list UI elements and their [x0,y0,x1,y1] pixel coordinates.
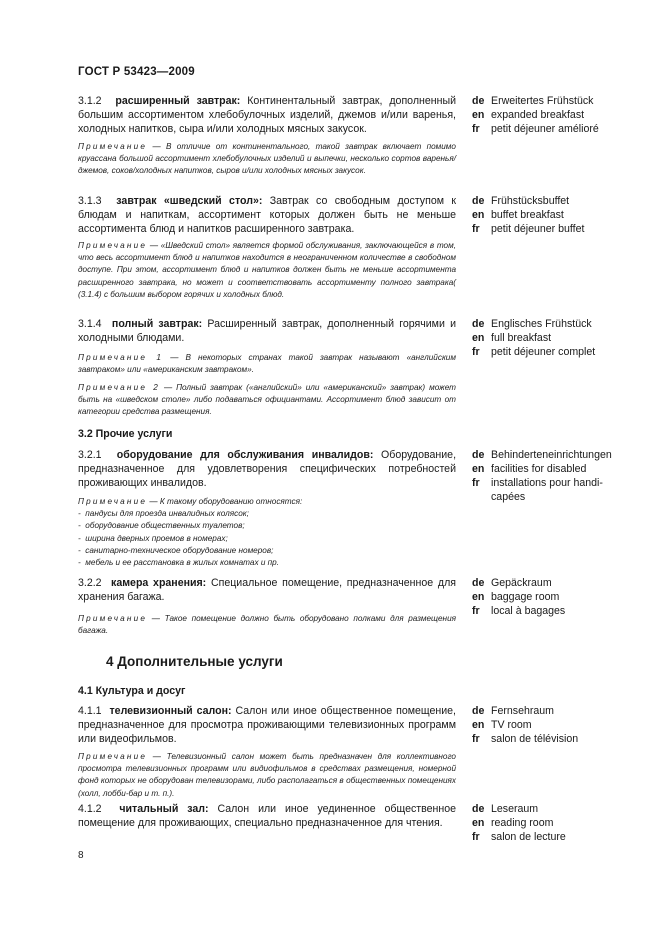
term-name: читальный зал: [119,803,209,815]
term-name: камера хранения: [111,577,207,589]
lang-code: fr [472,830,480,843]
note-label: Примечание [78,614,148,623]
term-note: Примечание — Такое помещение должно быть оборудовано полками для размещения багажа. [78,614,456,636]
equivalent-fr: salon de lecture [491,830,566,843]
lang-code: fr [472,345,480,358]
term-number: 3.1.2 [78,95,102,107]
equivalent-en: baggage room [491,590,560,603]
term-number: 3.2.2 [78,577,102,589]
term-name: оборудование для обслуживания инвалидов: [116,449,374,461]
term-note: Примечание — В отличие от континентального, такой завтрак включает помимо круассана большой ассортимент хлебобулочных изделий и выпечки, несколько сортов варенья/джемов, соков/холодных напитков, сыров и/или холодных мясных закусок. [78,142,456,176]
equivalent-de: Fernsehraum [491,705,554,717]
term-entry [78,803,456,831]
term-note: Примечание — Телевизионный салон может быть предназначен для коллективного просмотра телевизионных программ или видиофильмов в средствах размещения, номерной фонд которых не оборудован телевизорами, либо располагаться в общественных помещениях (холл, лобби-бар и т. п.). [78,752,456,798]
term-entry [78,449,456,491]
note-label: Примечание [78,752,148,761]
term-note: Примечание — К такому оборудованию относятся: - пандусы для проезда инвалидных колясок; - оборудование общественных туалетов; - ширина дверных проемов в номерах; - санитарно-техническое оборудование номеров; - мебель и ее расстановка в жилых комнатах и пр. [78,496,456,569]
note-text: В некоторых странах такой завтрак называют «английским завтраком» или «американским завтраком». [78,353,456,375]
equivalent-fr: petit déjeuner buffet [491,222,585,235]
term-definition: Завтрак со свободным доступом к блюдам и напиткам, ассортимент которых должен быть не меньше ассортимента блюд и напитков расширенного завтрака. [78,195,456,235]
note-label: Примечание 2 [78,383,161,392]
equivalent-de: Leseraum [491,803,539,815]
term-name: расширенный завтрак: [115,95,241,107]
lang-code: en [472,816,485,829]
term-name: завтрак «шведский стол»: [116,195,263,207]
section-heading: 4 Дополнительные услуги [106,654,283,669]
term-name: телевизионный салон: [109,705,232,717]
subsection-heading: 4.1 Культура и досуг [78,685,186,697]
term-number: 3.2.1 [78,449,102,461]
term-note: Примечание 1 — В некоторых странах такой завтрак называют «английским завтраком» или «американским завтраком». [78,353,456,375]
note-text: В отличие от континентального, такой завтрак включает помимо круассана большой ассортимент хлебобулочных изделий и выпечки, несколько сортов варенья/джемов, соков/холодных напитков, сыров и/или холодных мясных закусок. [78,142,456,176]
term-definition: Салон или иное общественное помещение, предназначенное для просмотра проживающими телевизионных программ или видеофильмов. [78,705,456,745]
lang-code: fr [472,122,480,135]
note-label: Примечание 1 [78,353,164,362]
term-entry [78,705,456,747]
note-text: Полный завтрак («английский» или «американский» завтрак) может быть на «шведском столе» либо подаваться официантами. Ассортимент блюд зависит от категории средства размещения. [78,383,456,417]
term-entry [78,577,456,605]
note-label: Примечание [78,142,148,151]
equivalent-en: expanded breakfast [491,108,585,121]
equivalent-en: facilities for disabled [491,462,587,475]
note-list-item: - оборудование общественных туалетов; [78,521,245,531]
lang-code: de [472,577,485,589]
lang-code: de [472,449,485,461]
term-definition: Континентальный завтрак, дополненный большим ассортиментом хлебобулочных изделий, джемов и/или варенья, холодных напитков, сыра и/или холодных мясных закусок. [78,95,456,135]
equivalent-de: Gepäckraum [491,577,552,589]
equivalent-fr: petit déjeuner complet [491,345,596,358]
lang-code: de [472,803,485,815]
term-equivalents [472,318,622,360]
term-number: 4.1.2 [78,803,102,815]
lang-code: en [472,108,485,121]
term-equivalents [472,195,622,237]
lang-code: fr [472,732,480,745]
note-text: К такому оборудованию относятся: [159,497,303,506]
term-number: 3.1.3 [78,195,102,207]
equivalent-fr-continued: capées [491,490,526,503]
term-note: Примечание — «Шведский стол» является формой обслуживания, заключающейся в том, что весь ассортимент блюд и напитков находится в неограниченном количестве в свободном доступе. При этом, ассортимент блюд и напитков должен быть не меньше ассортимента расширенного завтрака, но может и соответствовать ассортименту полного завтрака( (3.1.4) с большим выбором горячих и холодных блюд. [78,241,456,299]
term-equivalents [472,803,622,845]
equivalent-fr: local à bagages [491,604,566,617]
equivalent-en: reading room [491,816,554,829]
equivalent-de: Frühstücksbuffet [491,195,570,207]
equivalent-en: full breakfast [491,331,552,344]
term-number: 4.1.1 [78,705,102,717]
term-definition: Расширенный завтрак, дополненный горячими и холодными блюдами. [78,318,456,344]
lang-code: de [472,705,485,717]
note-list-item: - ширина дверных проемов в номерах; [78,533,228,543]
lang-code: en [472,208,485,221]
term-entry [78,318,456,346]
lang-code: en [472,590,485,603]
lang-code: de [472,195,485,207]
note-text: Такое помещение должно быть оборудовано полками для размещения багажа. [78,614,456,636]
term-definition: Оборудование, предназначенное для удовлетворения специфических потребностей проживающих инвалидов. [78,449,457,489]
term-entry [78,95,456,137]
equivalent-de: Englisches Frühstück [491,318,592,330]
note-list-item: - санитарно-техническое оборудование номеров; [78,545,274,555]
document-header: ГОСТ Р 53423—2009 [78,66,195,78]
term-equivalents [472,577,622,619]
lang-code: fr [472,476,480,489]
equivalent-en: TV room [491,718,532,731]
lang-code: en [472,462,485,475]
lang-code: fr [472,222,480,235]
note-list-item: - пандусы для проезда инвалидных колясок; [78,509,249,519]
lang-code: fr [472,604,480,617]
note-text: «Шведский стол» является формой обслуживания, заключающейся в том, что весь ассортимент блюд и напитков находится в неограниченном количестве в свободном доступе. При этом, ассортимент блюд и напитков должен быть не меньше ассортимента расширенного завтрака, но может и соответствовать ассортименту полного завтрака( (3.1.4) с большим выбором горячих и холодных блюд. [78,241,456,299]
equivalent-en: buffet breakfast [491,208,564,221]
term-equivalents [472,449,622,505]
page-number: 8 [78,850,84,861]
term-equivalents [472,705,622,747]
equivalent-fr: petit déjeuner amélioré [491,122,599,135]
term-definition: Специальное помещение, предназначенное для хранения багажа. [78,577,456,603]
term-number: 3.1.4 [78,318,102,330]
lang-code: en [472,718,485,731]
term-entry [78,195,456,237]
equivalent-de: Erweitertes Frühstück [491,95,594,107]
equivalent-fr: salon de télévision [491,732,579,745]
term-definition: Салон или иное уединенное общественное помещение для проживающих, специально предназначенное для чтения. [78,803,457,829]
equivalent-fr: installations pour handi- [491,476,603,489]
note-label: Примечание [78,497,148,506]
note-list-item: - мебель и ее расстановка в жилых комнатах и пр. [78,558,279,568]
equivalent-de: Behinderteneinrichtungen [491,449,612,461]
subsection-heading: 3.2 Прочие услуги [78,428,173,440]
term-name: полный завтрак: [111,318,203,330]
lang-code: de [472,95,485,107]
term-equivalents [472,95,622,137]
note-label: Примечание [78,241,148,250]
lang-code: de [472,318,485,330]
term-note: Примечание 2 — Полный завтрак («английский» или «американский» завтрак) может быть на «шведском столе» либо подаваться официантами. Ассортимент блюд зависит от категории средства размещения. [78,383,456,417]
note-text: Телевизионный салон может быть предназначен для коллективного просмотра телевизионных программ или видиофильмов в средствах размещения, номерной фонд которых не оборудован телевизорами, либо располагаться в общественных помещениях (холл, лобби-бар и т. п.). [78,752,456,798]
lang-code: en [472,331,485,344]
